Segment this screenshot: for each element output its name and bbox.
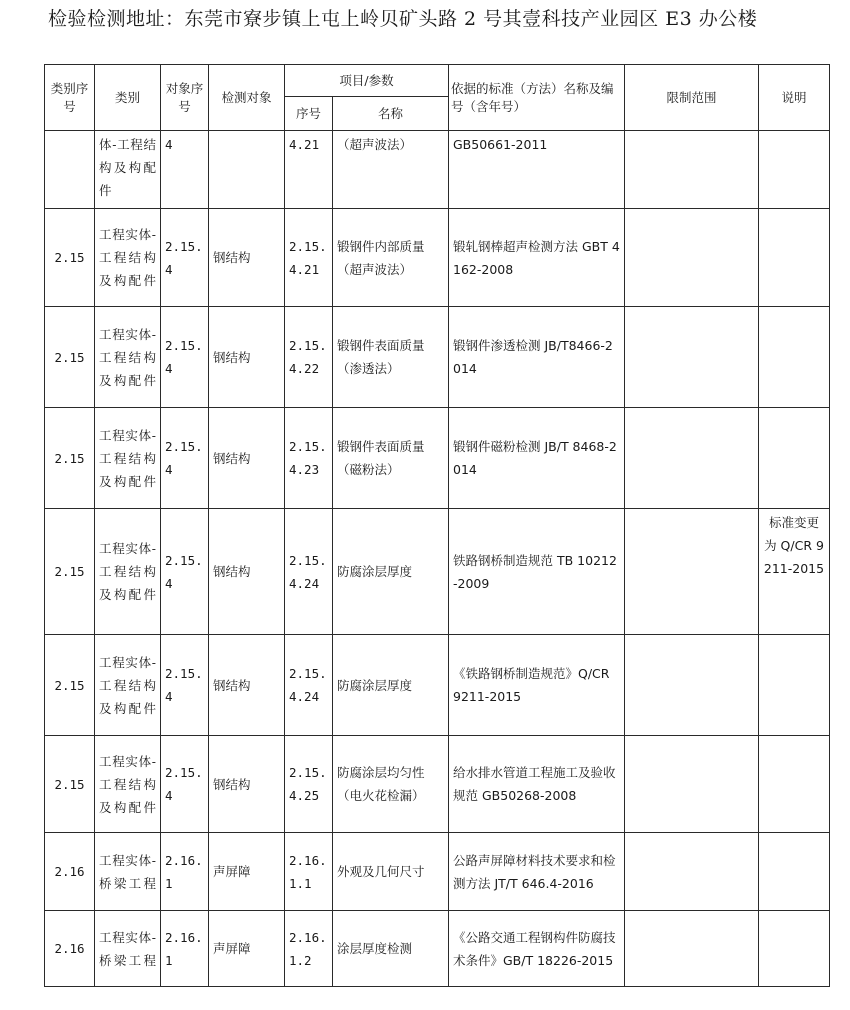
limit-cell xyxy=(625,408,759,509)
header-object: 检测对象 xyxy=(209,65,285,131)
standard-cell: 锻钢件渗透检测 JB/T8466-2014 xyxy=(449,307,625,408)
standard-cell: 给水排水管道工程施工及验收规范 GB50268-2008 xyxy=(449,736,625,833)
standard-cell: 公路声屏障材料技术要求和检测方法 JT/T 646.4-2016 xyxy=(449,833,625,911)
category-cell: 体-工程结构及构配件 xyxy=(95,131,161,209)
note-cell xyxy=(759,833,830,911)
category-cell: 工程实体-桥梁工程 xyxy=(95,911,161,987)
object-cell: 钢结构 xyxy=(209,509,285,635)
table-header xyxy=(45,65,830,131)
note-cell xyxy=(759,635,830,736)
table-row xyxy=(45,307,830,408)
limit-cell xyxy=(625,509,759,635)
table-row xyxy=(45,131,830,209)
cat-no-cell: 2.15 xyxy=(45,635,95,736)
seq-cell: 2.15.4.23 xyxy=(285,408,333,509)
category-cell: 工程实体-工程结构及构配件 xyxy=(95,307,161,408)
obj-no-cell: 2.15.4 xyxy=(161,408,209,509)
note-cell: 标准变更为 Q/CR 9211-2015 xyxy=(759,509,830,635)
page-header-address: 检验检测地址：东莞市寮步镇上屯上岭贝矿头路 2 号其壹科技产业园区 E3 办公楼 xyxy=(48,8,758,30)
object-cell: 声屏障 xyxy=(209,911,285,987)
obj-no-cell: 2.15.4 xyxy=(161,209,209,307)
header-category: 类别 xyxy=(95,65,161,131)
standard-cell: 《铁路钢桥制造规范》Q/CR 9211-2015 xyxy=(449,635,625,736)
cat-no-cell: 2.15 xyxy=(45,209,95,307)
header-standard: 依据的标准（方法）名称及编号（含年号） xyxy=(449,65,625,131)
seq-cell: 2.16.1.1 xyxy=(285,833,333,911)
obj-no-cell: 2.16.1 xyxy=(161,833,209,911)
table-row xyxy=(45,509,830,635)
table-row xyxy=(45,736,830,833)
header-obj-no: 对象序号 xyxy=(161,65,209,131)
header-note: 说明 xyxy=(759,65,830,131)
cat-no-cell xyxy=(45,131,95,209)
limit-cell xyxy=(625,736,759,833)
cat-no-cell: 2.15 xyxy=(45,408,95,509)
standard-cell: 《公路交通工程钢构件防腐技术条件》GB/T 18226-2015 xyxy=(449,911,625,987)
seq-cell: 4.21 xyxy=(285,131,333,209)
name-cell: 外观及几何尺寸 xyxy=(333,833,449,911)
category-cell: 工程实体-桥梁工程 xyxy=(95,833,161,911)
obj-no-cell: 2.15.4 xyxy=(161,509,209,635)
object-cell: 钢结构 xyxy=(209,736,285,833)
object-cell: 钢结构 xyxy=(209,635,285,736)
header-seq: 序号 xyxy=(285,97,333,131)
category-cell: 工程实体-工程结构及构配件 xyxy=(95,509,161,635)
category-cell: 工程实体-工程结构及构配件 xyxy=(95,209,161,307)
object-cell: 钢结构 xyxy=(209,209,285,307)
cat-no-cell: 2.16 xyxy=(45,911,95,987)
header-limit: 限制范围 xyxy=(625,65,759,131)
category-cell: 工程实体-工程结构及构配件 xyxy=(95,635,161,736)
object-cell: 钢结构 xyxy=(209,307,285,408)
name-cell: 涂层厚度检测 xyxy=(333,911,449,987)
obj-no-cell: 4 xyxy=(161,131,209,209)
name-cell: 锻钢件表面质量（磁粉法） xyxy=(333,408,449,509)
seq-cell: 2.15.4.22 xyxy=(285,307,333,408)
seq-cell: 2.15.4.24 xyxy=(285,635,333,736)
seq-cell: 2.15.4.24 xyxy=(285,509,333,635)
category-cell: 工程实体-工程结构及构配件 xyxy=(95,736,161,833)
note-cell xyxy=(759,307,830,408)
object-cell: 钢结构 xyxy=(209,408,285,509)
note-cell xyxy=(759,911,830,987)
note-cell xyxy=(759,131,830,209)
header-name: 名称 xyxy=(333,97,449,131)
note-cell xyxy=(759,408,830,509)
limit-cell xyxy=(625,833,759,911)
obj-no-cell: 2.16.1 xyxy=(161,911,209,987)
limit-cell xyxy=(625,131,759,209)
cat-no-cell: 2.15 xyxy=(45,307,95,408)
standard-cell: 铁路钢桥制造规范 TB 10212-2009 xyxy=(449,509,625,635)
standard-cell: 锻钢件磁粉检测 JB/T 8468-2014 xyxy=(449,408,625,509)
cat-no-cell: 2.15 xyxy=(45,736,95,833)
name-cell: 锻钢件表面质量（渗透法） xyxy=(333,307,449,408)
name-cell: 防腐涂层均匀性（电火花检漏） xyxy=(333,736,449,833)
obj-no-cell: 2.15.4 xyxy=(161,635,209,736)
obj-no-cell: 2.15.4 xyxy=(161,736,209,833)
note-cell xyxy=(759,736,830,833)
header-item-param: 项目/参数 xyxy=(285,65,449,97)
standard-cell: GB50661-2011 xyxy=(449,131,625,209)
cat-no-cell: 2.15 xyxy=(45,509,95,635)
object-cell xyxy=(209,131,285,209)
seq-cell: 2.15.4.21 xyxy=(285,209,333,307)
name-cell: 防腐涂层厚度 xyxy=(333,509,449,635)
table-body xyxy=(45,131,830,987)
seq-cell: 2.16.1.2 xyxy=(285,911,333,987)
limit-cell xyxy=(625,209,759,307)
table-row xyxy=(45,408,830,509)
limit-cell xyxy=(625,307,759,408)
name-cell: 防腐涂层厚度 xyxy=(333,635,449,736)
table-row xyxy=(45,635,830,736)
cat-no-cell: 2.16 xyxy=(45,833,95,911)
note-cell xyxy=(759,209,830,307)
category-cell: 工程实体-工程结构及构配件 xyxy=(95,408,161,509)
limit-cell xyxy=(625,911,759,987)
limit-cell xyxy=(625,635,759,736)
table-row xyxy=(45,911,830,987)
obj-no-cell: 2.15.4 xyxy=(161,307,209,408)
object-cell: 声屏障 xyxy=(209,833,285,911)
header-cat-no: 类别序号 xyxy=(45,65,95,131)
table-row xyxy=(45,209,830,307)
seq-cell: 2.15.4.25 xyxy=(285,736,333,833)
name-cell: 锻钢件内部质量（超声波法） xyxy=(333,209,449,307)
inspection-scope-table xyxy=(44,64,830,987)
standard-cell: 锻轧钢棒超声检测方法 GBT 4162-2008 xyxy=(449,209,625,307)
name-cell: （超声波法） xyxy=(333,131,449,209)
table-row xyxy=(45,833,830,911)
